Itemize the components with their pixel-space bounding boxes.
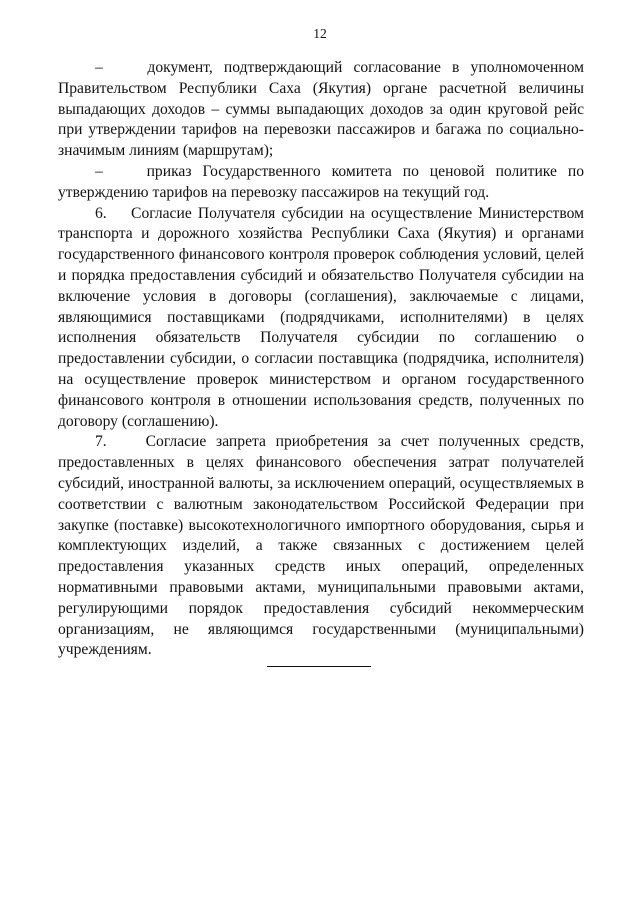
document-body	[58, 58, 584, 661]
list-item-tariff-order: – приказ Государственного комитета по ценовой политике по утверждению тарифов на перевозку пассажиров на текущий год.	[58, 162, 584, 201]
clause-6-consent-inspections: 6. Согласие Получателя субсидии на осуществление Министерством транспорта и дорожного хозяйства Республики Саха (Якутия) и органами государственного финансового контроля проверок соблюдения условий, целей и порядка предоставления субсидий и обязательство Получателя субсидии на включение условия в договоры (соглашения), заключаемые с лицами, являющимися поставщиками (подрядчиками, исполнителями) в целях исполнения обязательств Получателя субсидии по соглашению о предоставлении субсидии, о согласии поставщика (подрядчика, исполнителя) на осуществление проверок министерством и органом государственного финансового контроля в отношении использования средств, полученных по договору (соглашению).	[58, 204, 584, 430]
list-item-approval-document: – документ, подтверждающий согласование в уполномоченном Правительством Республики Саха (Якутия) органе расчетной величины выпадающих доходов – суммы выпадающих доходов за один круговой рейс при утверждении тарифов на перевозки пассажиров и багажа по социально-значимым линиям (маршрутам);	[58, 59, 584, 160]
page-number: 12	[313, 26, 327, 41]
closing-divider-line	[267, 666, 371, 667]
clause-7-currency-prohibition: 7. Согласие запрета приобретения за счет полученных средств, предоставленных в целях финансового обеспечения затрат получателей субсидий, иностранной валюты, за исключением операций, осуществляемых в соответствии с валютным законодательством Российской Федерации при закупке (поставке) высокотехнологичного импортного оборудования, сырья и комплектующих изделий, а также связанных с достижением целей предоставления указанных средств иных операций, определенных нормативными правовыми актами, муниципальными правовыми актами, регулирующими порядок предоставления субсидий некоммерческим организациям, не являющимся государственными (муниципальными) учреждениям.	[58, 433, 584, 659]
